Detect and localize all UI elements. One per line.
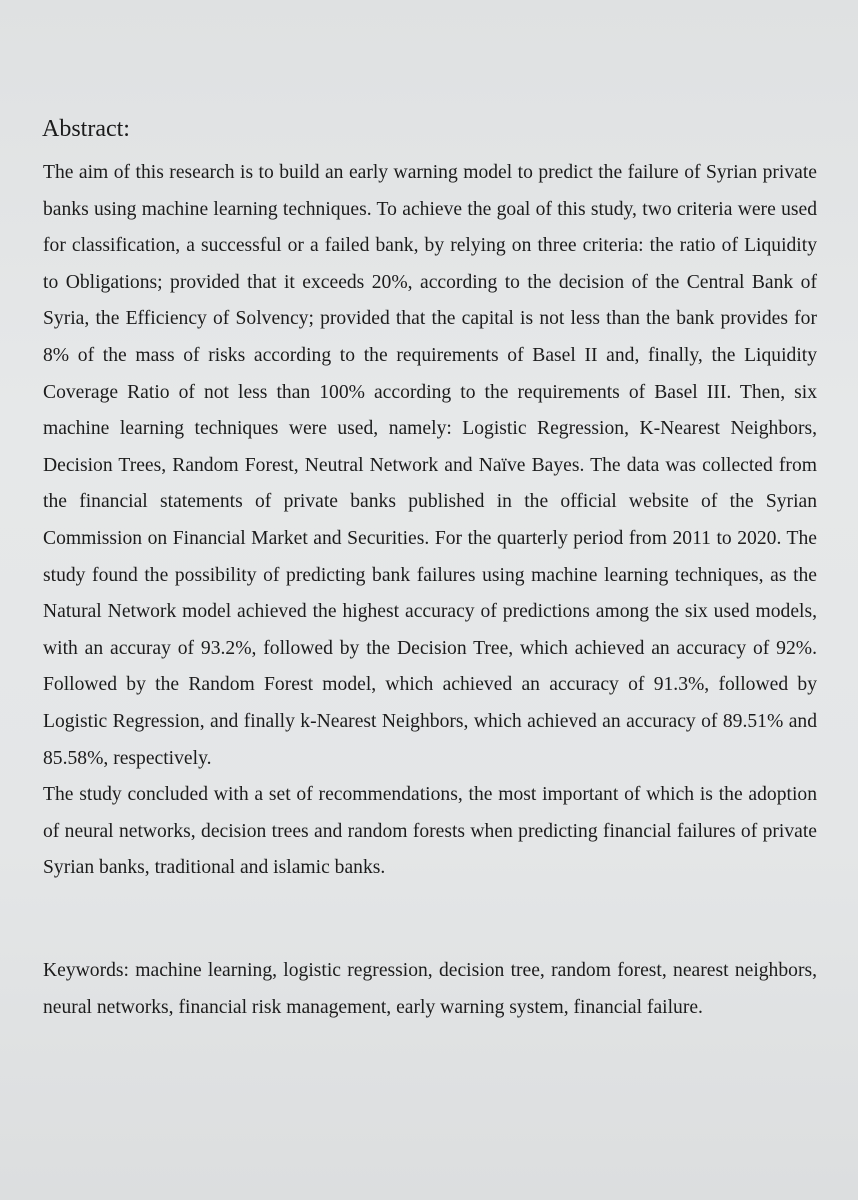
abstract-paragraph-1: The aim of this research is to build an early warning model to predict the failure of Syrian private banks using machine learning techniques. To achieve the goal of this study, two criteria were used for classification, a successful or a failed bank, by relying on three criteria: the ratio of Liquidity to Obligations; provided that it exceeds 20%, according to the decision of the Central Bank of Syria, the Efficiency of Solvency; provided that the capital is not less than the bank provides for 8% of the mass of risks according to the requirements of Basel II and, finally, the Liquidity Coverage Ratio of not less than 100% according to the requirements of Basel III. Then, six machine learning techniques were used, namely: Logistic Regression, K-Nearest Neighbors, Decision Trees, Random Forest, Neutral Network and Naïve Bayes. The data was collected from the financial statements of private banks published in the official website of the Syrian Commission on Financial Market and Securities. For the quarterly period from 2011 to 2020. The study found the possibility of predicting bank failures using machine learning techniques, as the Natural Network model achieved the highest accuracy of predictions among the six used models, with an accuray of 93.2%, followed by the Decision Tree, which achieved an accuracy of 92%. Followed by the Random Forest model, which achieved an accuracy of 91.3%, followed by Logistic Regression, and finally k-Nearest Neighbors, which achieved an accuracy of 89.51% and 85.58%, respectively. [43,162,817,769]
abstract-body [43,155,817,887]
abstract-heading: Abstract: [42,116,130,142]
abstract-paragraph-2: The study concluded with a set of recommendations, the most important of which is the adoption of neural networks, decision trees and random forests when predicting financial failures of private Syrian banks, traditional and islamic banks. [43,784,817,879]
keywords-paragraph: Keywords: machine learning, logistic regression, decision tree, random forest, nearest neighbors, neural networks, financial risk management, early warning system, financial failure. [43,960,817,1018]
